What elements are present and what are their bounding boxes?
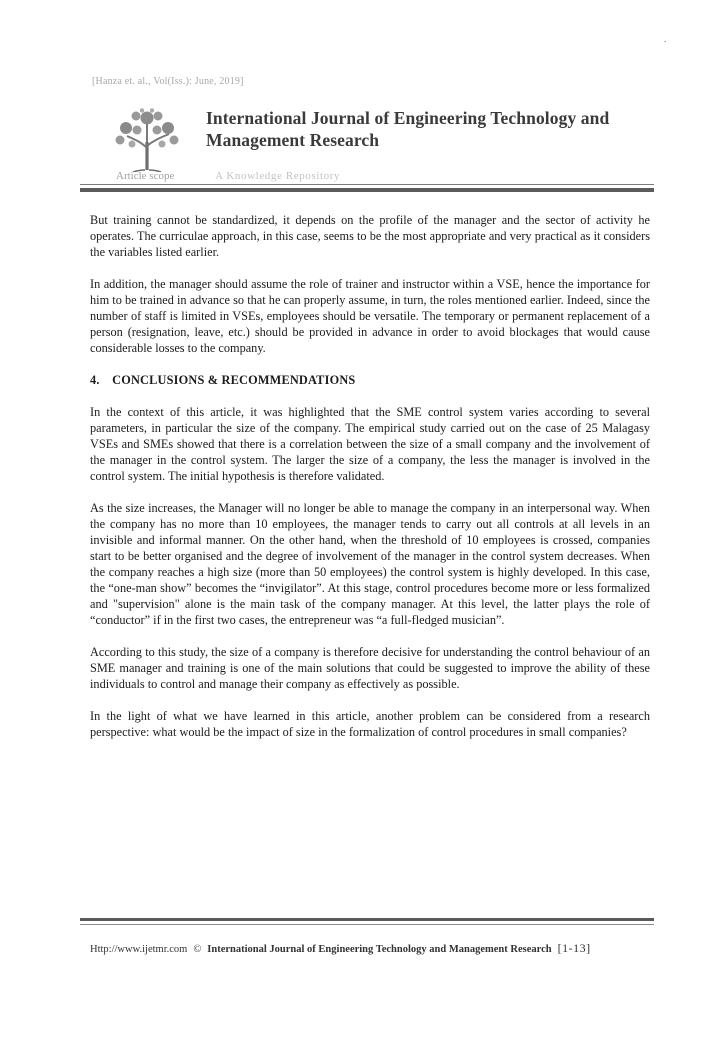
journal-title: International Journal of Engineering Technology and Management Research bbox=[206, 108, 610, 150]
paragraph: In the light of what we have learned in this article, another problem can be considered from a research perspective: what would be the impact of size in the formalization of control procedures in small companies? bbox=[90, 709, 650, 739]
article-body bbox=[90, 212, 650, 756]
page-footer bbox=[90, 941, 660, 956]
paragraph: According to this study, the size of a company is therefore decisive for understanding the control behaviour of an SME manager and training is one of the main solutions that could be suggested to improve the ability of these individuals to control and manage their company as effectively as possible. bbox=[90, 645, 650, 691]
header-divider-thin bbox=[80, 184, 654, 185]
footer-divider bbox=[80, 918, 654, 921]
citation-header: [Hanza et. al., Vol(Iss.): June, 2019] bbox=[92, 76, 244, 87]
scope-row bbox=[116, 170, 340, 182]
footer-journal-name: International Journal of Engineering Technology and Management Research bbox=[207, 944, 552, 955]
stray-mark: . bbox=[664, 34, 667, 44]
copyright-icon: © bbox=[193, 944, 202, 955]
paragraph: But training cannot be standardized, it depends on the profile of the manager and the sector of activity he operates. The curriculae approach, in this case, seems to be the most appropriate and very practical as it considers the variables listed earlier. bbox=[90, 213, 650, 259]
article-scope-label: Article scope bbox=[116, 170, 175, 182]
page-range: [1-13] bbox=[557, 941, 591, 955]
repository-label: A Knowledge Repository bbox=[215, 170, 341, 182]
paragraph: In the context of this article, it was highlighted that the SME control system varies according to several parameters, in particular the size of the company. The empirical study carried out on the case of 25 Malagasy VSEs and SMEs showed that there is a correlation between the size of a small company and the involvement of the manager in the control system. The larger the size of a company, the less the manager is involved in the control system. The initial hypothesis is therefore validated. bbox=[90, 405, 650, 483]
journal-url-link[interactable]: Http://www.ijetmr.com bbox=[90, 944, 188, 955]
paragraph: In addition, the manager should assume the role of trainer and instructor within a VSE, hence the importance for him to be trained in advance so that he can properly assume, in turn, the roles mentioned earlier. Indeed, since the number of staff is limited in VSEs, employees should be versatile. The temporary or permanent replacement of a person (resignation, leave, etc.) should be provided in advance in order to avoid blockages that would cause considerable losses to the company. bbox=[90, 277, 650, 355]
paragraph: As the size increases, the Manager will no longer be able to manage the company in an interpersonal way. When the company has no more than 10 employees, the manager tends to carry out all controls at all levels in an invisible and informal manner. On the other hand, when the threshold of 10 employees is crossed, companies start to be better organised and the degree of involvement of the manager in the control system decreases. When the company reaches a high size (more than 50 employees) the control system is highly developed. In this case, the “one-man show” becomes the “invigilator”. At this stage, control procedures become more or less formalized and "supervision" alone is the main task of the company manager. At this level, the latter plays the role of “conductor” if in the first two cases, the entrepreneur was “a full-fledged musician”. bbox=[90, 501, 650, 627]
header-divider bbox=[80, 188, 654, 192]
tree-logo-icon bbox=[112, 108, 182, 172]
footer-divider-thin bbox=[80, 924, 654, 925]
section-heading: 4. CONCLUSIONS & RECOMMENDATIONS bbox=[90, 373, 356, 387]
